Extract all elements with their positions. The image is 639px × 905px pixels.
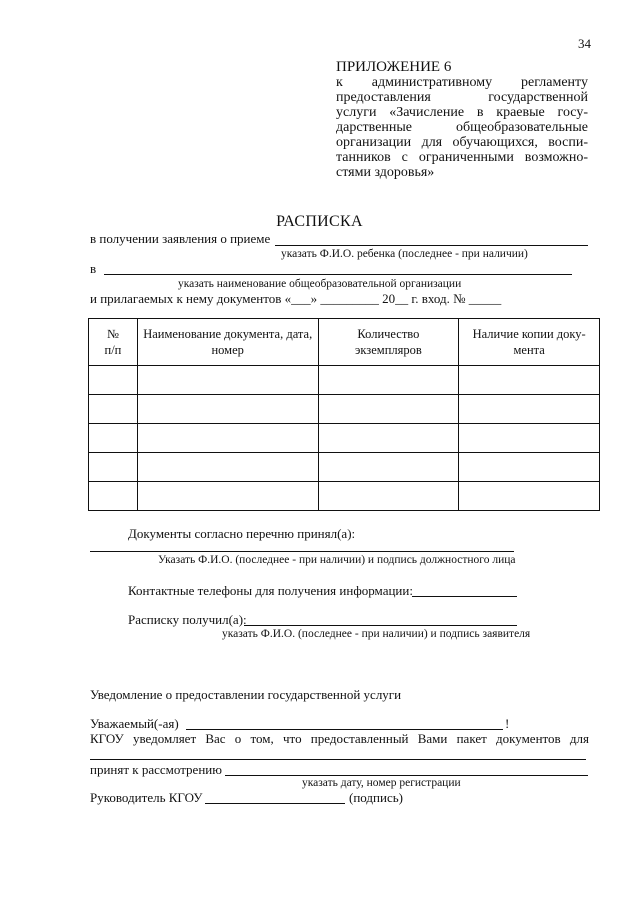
addressee-field[interactable] [186, 729, 503, 730]
appendix-line: услуги «Зачисление в краевые госу- [336, 105, 588, 120]
application-label: в получении заявления о приеме [90, 231, 271, 246]
header-number: № п/п [89, 319, 138, 366]
notice-continuation-field[interactable] [90, 759, 586, 760]
appendix-block [336, 60, 588, 180]
appendix-title: ПРИЛОЖЕНИЕ 6 [336, 59, 452, 75]
head-label: Руководитель КГОУ [90, 790, 203, 805]
appendix-line: стями здоровья» [336, 165, 435, 180]
header-copies-count: Количество экземпляров [318, 319, 459, 366]
contact-phones-label: Контактные телефоны для получения информации: [128, 583, 413, 598]
table-cell[interactable] [459, 424, 600, 453]
appendix-line: предоставления государственной [336, 90, 588, 105]
table-cell[interactable] [89, 424, 138, 453]
contact-phones-field[interactable] [412, 596, 517, 597]
official-caption: Указать Ф.И.О. (последнее - при наличии) и подпись должностного лица [158, 554, 516, 566]
receipt-received-label: Расписку получил(а): [128, 612, 247, 627]
applicant-signature-field[interactable] [244, 625, 517, 626]
registration-field[interactable] [225, 775, 588, 776]
table-cell[interactable] [137, 453, 318, 482]
table-cell[interactable] [137, 424, 318, 453]
table-cell[interactable] [459, 482, 600, 511]
table-cell[interactable] [137, 482, 318, 511]
appendix-line: организации для обучающихся, воспи- [336, 135, 588, 150]
appendix-line: к административному регламенту [336, 75, 588, 90]
table-cell[interactable] [318, 395, 459, 424]
organization-field[interactable] [104, 274, 572, 275]
table-cell[interactable] [459, 395, 600, 424]
table-header-row [89, 319, 600, 366]
documents-line: и прилагаемых к нему документов «___» _________ 20__ г. вход. № _____ [90, 291, 502, 306]
table-row [89, 395, 600, 424]
signature-caption: (подпись) [349, 790, 403, 805]
organization-caption: указать наименование общеобразовательной организации [178, 278, 462, 290]
appendix-line: танников с ограниченными возможно- [336, 150, 588, 165]
header-copy-available: Наличие копии доку- мента [459, 319, 600, 366]
table-row [89, 366, 600, 395]
table-cell[interactable] [89, 366, 138, 395]
dear-end: ! [505, 716, 510, 731]
documents-table [88, 318, 600, 511]
table-cell[interactable] [89, 482, 138, 511]
table-cell[interactable] [137, 366, 318, 395]
table-cell[interactable] [318, 366, 459, 395]
documents-accepted-label: Документы согласно перечню принял(а): [128, 526, 356, 541]
table-row [89, 424, 600, 453]
notice-text: КГОУ уведомляет Вас о том, что предоставленный Вами пакет документов для [90, 731, 589, 746]
in-label: в [90, 261, 97, 276]
child-name-caption: указать Ф.И.О. ребенка (последнее - при наличии) [281, 248, 528, 260]
table-cell[interactable] [89, 395, 138, 424]
dear-label: Уважаемый(-ая) [90, 716, 179, 731]
registration-caption: указать дату, номер регистрации [302, 777, 461, 789]
table-cell[interactable] [89, 453, 138, 482]
accepted-for-review-label: принят к рассмотрению [90, 762, 222, 777]
appendix-line: дарственные общеобразовательные [336, 120, 588, 135]
table-row [89, 482, 600, 511]
receipt-title: РАСПИСКА [276, 213, 363, 230]
child-name-field[interactable] [275, 245, 588, 246]
table-cell[interactable] [318, 482, 459, 511]
page-number: 34 [578, 36, 591, 51]
notice-heading: Уведомление о предоставлении государственной услуги [90, 687, 402, 702]
official-signature-field[interactable] [90, 551, 514, 552]
table-cell[interactable] [137, 395, 318, 424]
header-document-name: Наименование документа, дата, номер [137, 319, 318, 366]
table-cell[interactable] [459, 453, 600, 482]
table-row [89, 453, 600, 482]
table-cell[interactable] [459, 366, 600, 395]
table-cell[interactable] [318, 424, 459, 453]
applicant-caption: указать Ф.И.О. (последнее - при наличии) и подпись заявителя [222, 628, 531, 640]
head-signature-field[interactable] [205, 803, 345, 804]
table-cell[interactable] [318, 453, 459, 482]
